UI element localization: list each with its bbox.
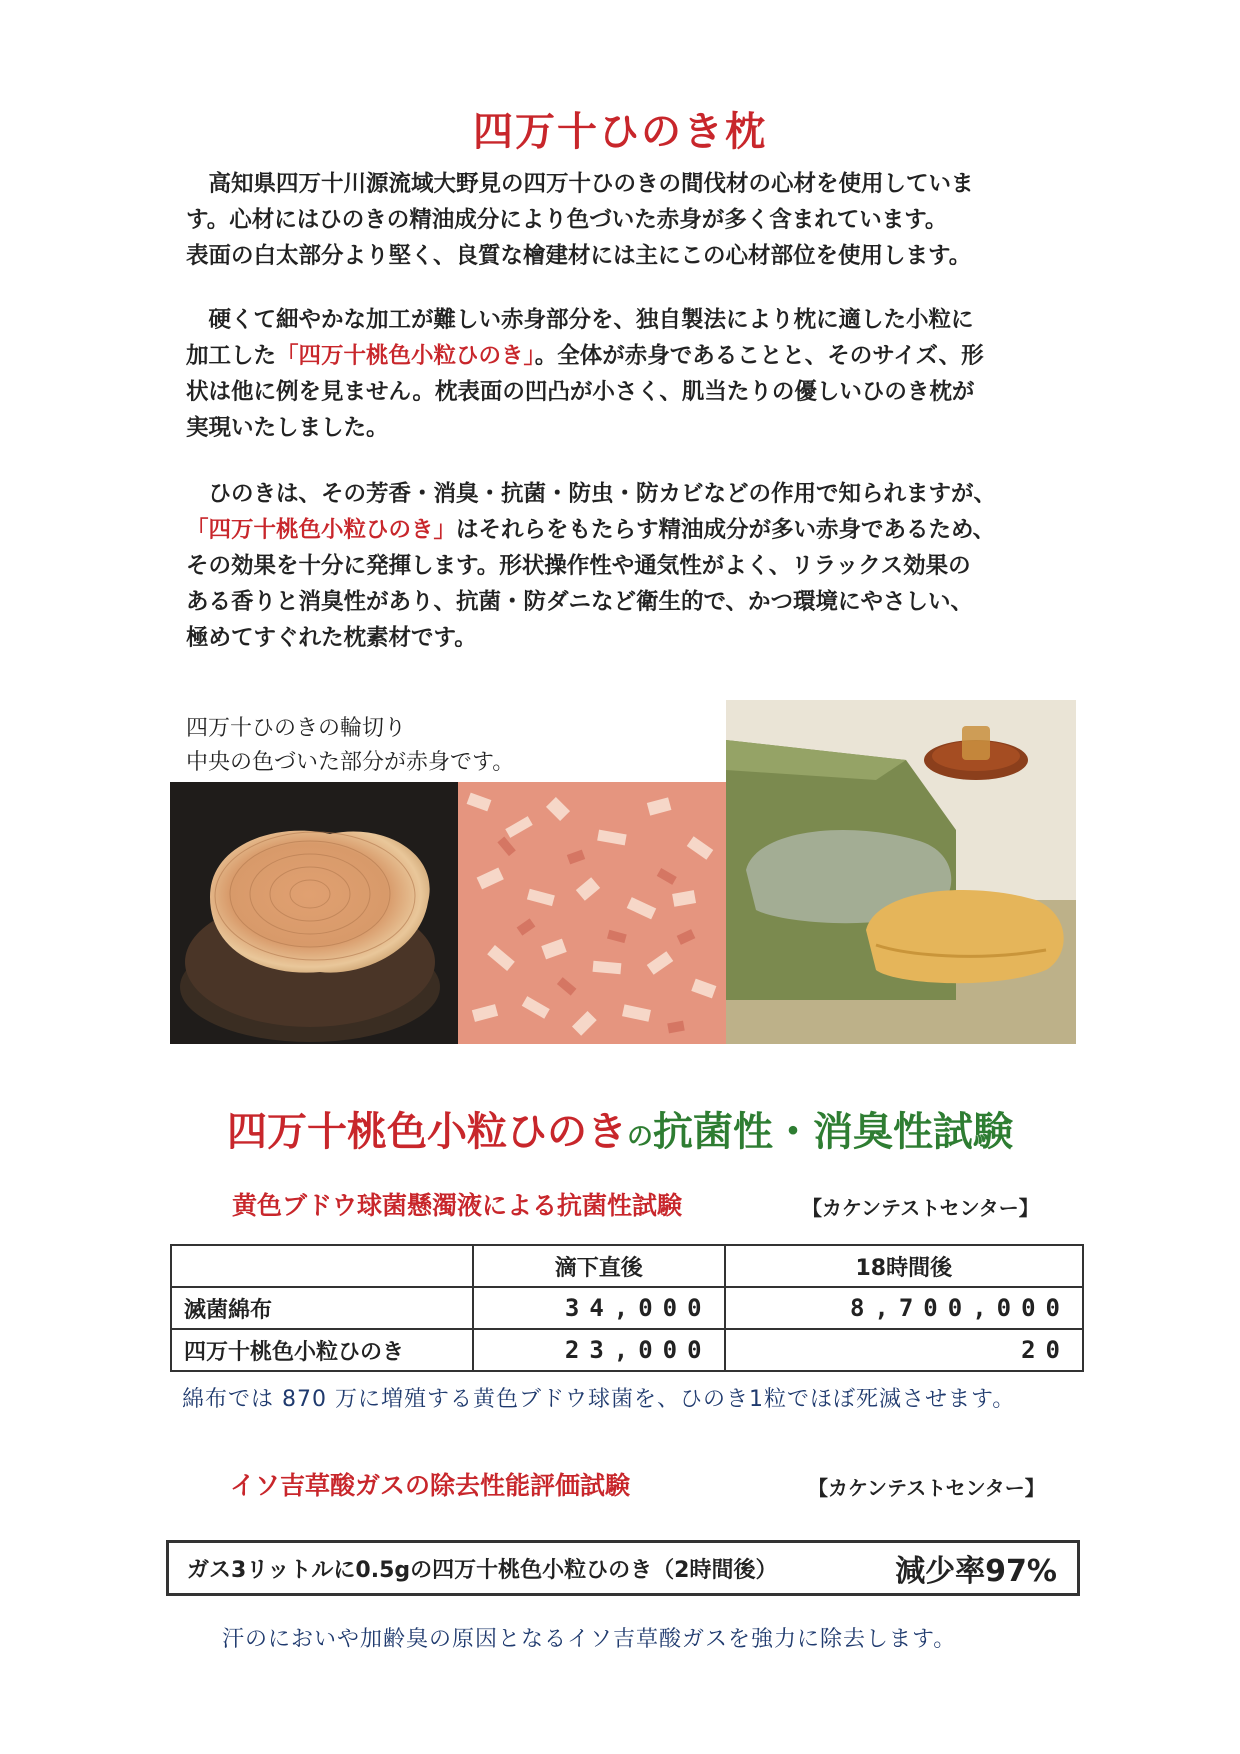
effects-paragraph bbox=[186, 476, 1066, 656]
text-fragment: 。全体が赤身であることと、そのサイズ、形 bbox=[534, 343, 984, 369]
value-cell: 34,000 bbox=[473, 1287, 725, 1329]
photo-caption bbox=[186, 712, 514, 780]
test-condition: ガス3リットルに0.5gの四万十桃色小粒ひのき（2時間後） bbox=[187, 1557, 778, 1583]
deodorant-note: 汗のにおいや加齢臭の原因となるイソ吉草酸ガスを強力に除去します。 bbox=[222, 1627, 957, 1652]
page-title: 四万十ひのき枕 bbox=[473, 109, 767, 155]
value-cell: 23,000 bbox=[473, 1329, 725, 1371]
table-header-cell: 18時間後 bbox=[725, 1245, 1083, 1287]
text-line: 高知県四万十川源流域大野見の四万十ひのきの間伐材の心材を使用していま bbox=[186, 171, 974, 197]
value-cell: 20 bbox=[725, 1329, 1083, 1371]
deodorant-test-title: イソ吉草酸ガスの除去性能評価試験 bbox=[230, 1471, 631, 1500]
row-label: 滅菌綿布 bbox=[171, 1287, 473, 1329]
text-line: 状は他に例を見ません。枕表面の凹凸が小さく、肌当たりの優しいひのき枕が bbox=[186, 379, 975, 405]
text-line: ある香りと消臭性があり、抗菌・防ダニなど衛生的で、かつ環境にやさしい、 bbox=[186, 589, 974, 615]
reduction-rate: 減少率97% bbox=[895, 1554, 1057, 1589]
text-line: ひのきは、その芳香・消臭・抗菌・防虫・防カビなどの作用で知られますが、 bbox=[186, 481, 997, 507]
table-row bbox=[171, 1287, 1083, 1329]
hinoki-chips-photo bbox=[458, 782, 726, 1044]
text-line: その効果を十分に発揮します。形状操作性や通気性がよく、リラックス効果の bbox=[186, 553, 971, 579]
pillows-photo bbox=[726, 700, 1076, 1044]
caption-line: 四万十ひのきの輪切り bbox=[186, 716, 407, 741]
deodorant-test-source: 【カケンテストセンター】 bbox=[808, 1476, 1045, 1500]
text-fragment: 加工した bbox=[186, 343, 277, 369]
text-line: 表面の白太部分より堅く、良質な檜建材には主にこの心材部位を使用します。 bbox=[186, 243, 972, 269]
table-header-cell bbox=[171, 1245, 473, 1287]
section-title-particle: の bbox=[626, 1122, 653, 1152]
antibacterial-note: 綿布では 870 万に増殖する黄色ブドウ球菌を、ひのき1粒でほぼ死滅させます。 bbox=[182, 1387, 1016, 1412]
section-title-test: 抗菌性・消臭性試験 bbox=[653, 1109, 1013, 1155]
text-line bbox=[186, 338, 1066, 374]
table-header-row bbox=[171, 1245, 1083, 1287]
log-cross-section-photo bbox=[170, 782, 458, 1044]
table-header-cell: 滴下直後 bbox=[473, 1245, 725, 1287]
text-line: 硬くて細やかな加工が難しい赤身部分を、独自製法により枕に適した小粒に bbox=[186, 307, 974, 333]
product-name-highlight: 「四万十桃色小粒ひのき」 bbox=[276, 343, 535, 369]
section-title bbox=[0, 1100, 1240, 1157]
text-line: す。心材にはひのきの精油成分により色づいた赤身が多く含まれています。 bbox=[186, 207, 948, 233]
value-cell: 8,700,000 bbox=[725, 1287, 1083, 1329]
deodorant-result-box bbox=[166, 1540, 1080, 1596]
row-label: 四万十桃色小粒ひのき bbox=[171, 1329, 473, 1371]
text-line bbox=[186, 512, 1066, 548]
section-title-product: 四万十桃色小粒ひのき bbox=[226, 1109, 627, 1155]
text-fragment: はそれらをもたらす精油成分が多い赤身であるため、 bbox=[456, 517, 996, 543]
caption-line: 中央の色づいた部分が赤身です。 bbox=[186, 750, 515, 775]
intro-paragraph bbox=[186, 166, 1066, 274]
antibacterial-results-table bbox=[170, 1244, 1084, 1372]
antibacterial-test-source: 【カケンテストセンター】 bbox=[802, 1196, 1039, 1220]
processing-paragraph bbox=[186, 302, 1066, 446]
table-row bbox=[171, 1329, 1083, 1371]
antibacterial-test-title: 黄色ブドウ球菌懸濁液による抗菌性試験 bbox=[232, 1191, 683, 1220]
product-name-highlight: 「四万十桃色小粒ひのき」 bbox=[186, 517, 457, 543]
text-line: 極めてすぐれた枕素材です。 bbox=[186, 625, 477, 651]
text-line: 実現いたしました。 bbox=[186, 415, 389, 441]
